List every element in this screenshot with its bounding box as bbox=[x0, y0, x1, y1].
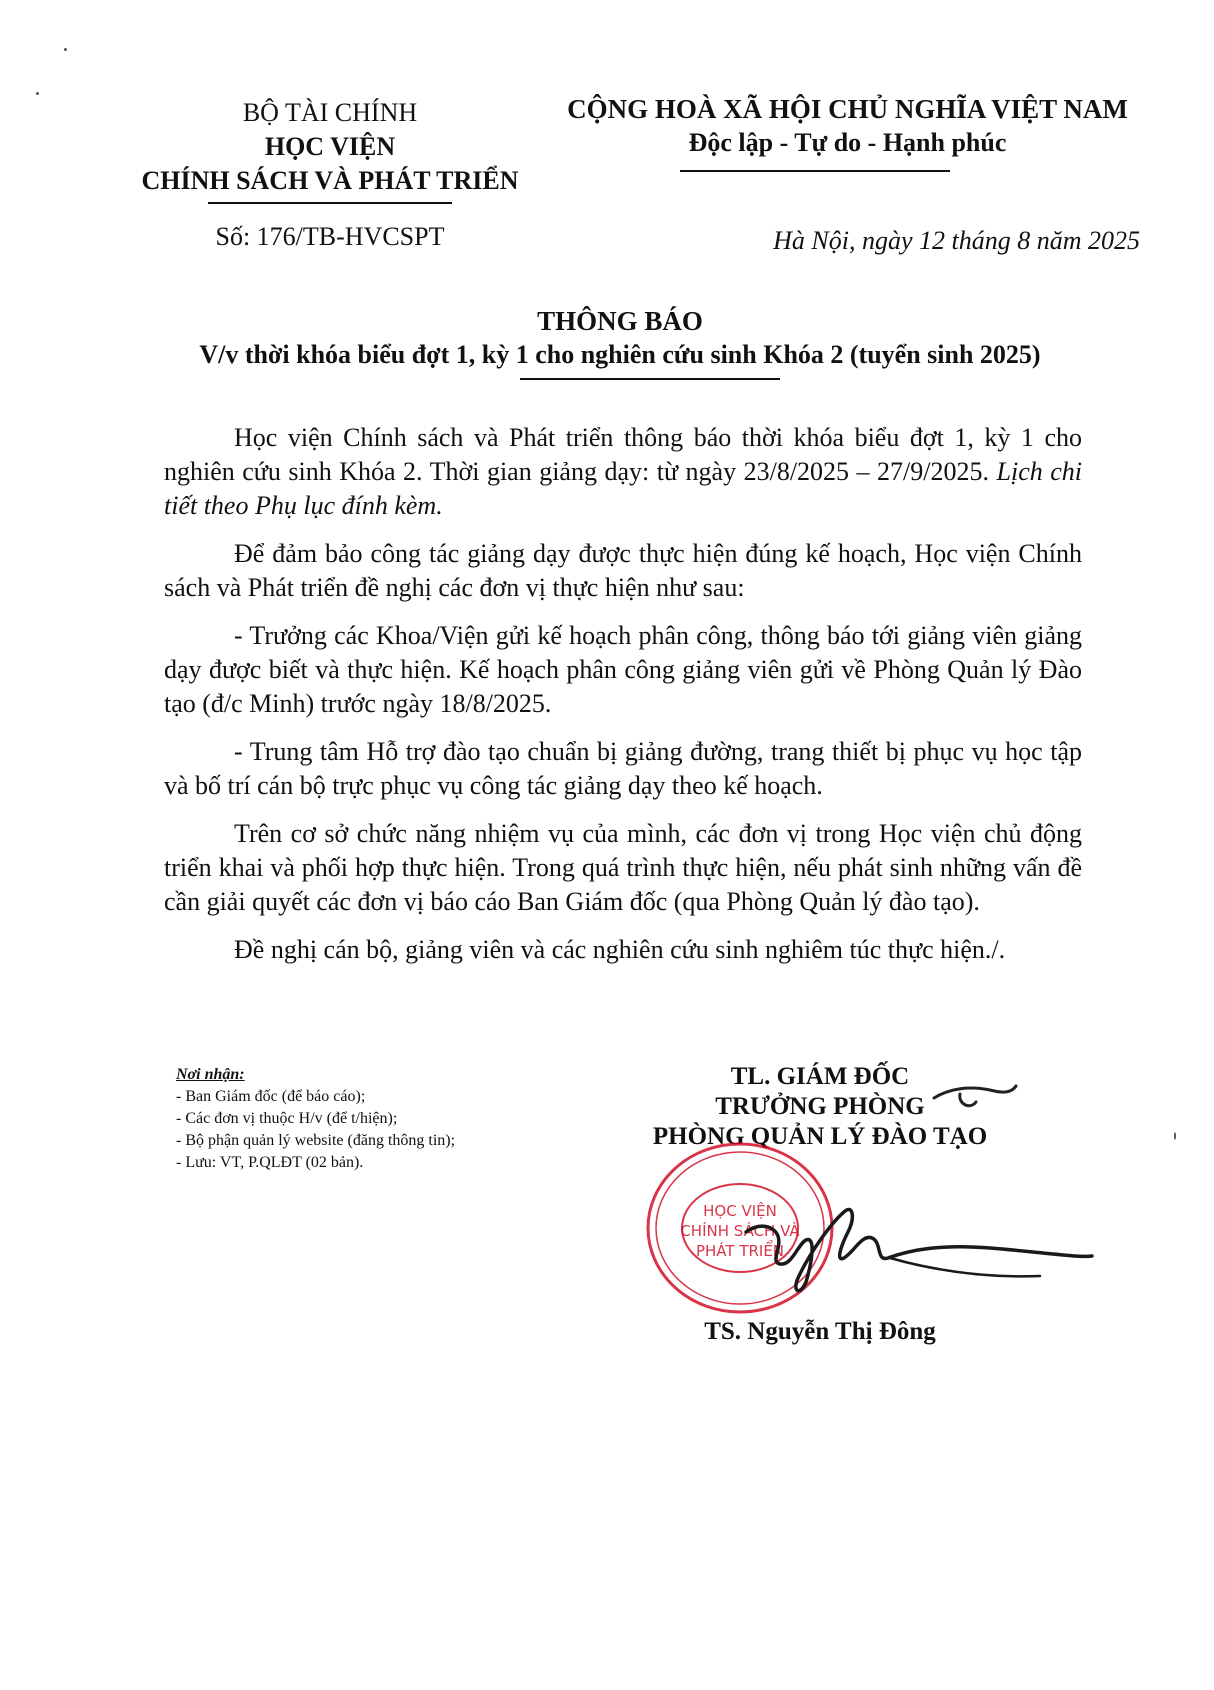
subject-underline bbox=[520, 378, 780, 380]
body-paragraph-4: - Trung tâm Hỗ trợ đào tạo chuẩn bị giảng đường, trang thiết bị phục vụ học tập và bố trí cán bộ trực phục vụ công tác giảng dạy theo kế hoạch. bbox=[164, 737, 1082, 800]
recipients-heading: Nơi nhận: bbox=[176, 1066, 245, 1083]
issuing-authority bbox=[110, 96, 550, 198]
ministry-name: BỘ TÀI CHÍNH bbox=[242, 98, 418, 127]
seal-text-line1: HỌC VIỆN bbox=[703, 1202, 777, 1220]
place-date: Hà Nội, ngày 12 tháng 8 năm 2025 bbox=[773, 226, 1140, 255]
recipient-item: - Bộ phận quản lý website (đăng thông tin); bbox=[176, 1132, 456, 1149]
body-paragraph-1-text: Học viện Chính sách và Phát triển thông báo thời khóa biểu đợt 1, kỳ 1 cho nghiên cứu sinh Khóa 2. Thời gian giảng dạy: từ ngày 23/8/2025 – 27/9/2025. bbox=[164, 423, 1082, 486]
signature-department-line: PHÒNG QUẢN LÝ ĐÀO TẠO bbox=[652, 1123, 988, 1150]
institution-name-line1: HỌC VIỆN bbox=[264, 132, 396, 161]
body-paragraph-6: Đề nghị cán bộ, giảng viên và các nghiên cứu sinh nghiêm túc thực hiện./. bbox=[234, 935, 1006, 964]
institution-name-line2: CHÍNH SÁCH VÀ PHÁT TRIỂN bbox=[141, 166, 519, 195]
handwritten-signature bbox=[740, 1192, 1100, 1302]
body-paragraph-1 bbox=[164, 421, 1082, 523]
initial-mark bbox=[930, 1080, 1020, 1116]
scan-speck bbox=[1174, 1132, 1176, 1140]
seal-text-line3: PHÁT TRIỂN bbox=[695, 1242, 785, 1260]
header-divider-left bbox=[208, 202, 452, 204]
document-subject: V/v thời khóa biểu đợt 1, kỳ 1 cho nghiên cứu sinh Khóa 2 (tuyển sinh 2025) bbox=[199, 340, 1041, 369]
recipient-item: - Ban Giám đốc (để báo cáo); bbox=[176, 1088, 366, 1105]
seal-text-line2: CHÍNH SÁCH VÀ bbox=[680, 1222, 800, 1240]
country-name: CỘNG HOÀ XÃ HỘI CHỦ NGHĨA VIỆT NAM bbox=[567, 94, 1128, 124]
scan-speck bbox=[36, 92, 39, 95]
appendix-note: Lịch chi tiết theo Phụ lục đính kèm. bbox=[164, 457, 1083, 520]
document-body bbox=[164, 421, 1082, 981]
national-title bbox=[545, 92, 1150, 160]
body-paragraph-5: Trên cơ sở chức năng nhiệm vụ của mình, các đơn vị trong Học viện chủ động triển khai và phối hợp thực hiện. Trong quá trình thực hiện, nếu phát sinh những vấn đề cần giải quyết các đơn vị báo cáo Ban Giám đốc (qua Phòng Quản lý đào tạo). bbox=[164, 819, 1082, 916]
signer-name: TS. Nguyễn Thị Đông bbox=[704, 1318, 936, 1345]
recipient-item: - Lưu: VT, P.QLĐT (02 bản). bbox=[176, 1154, 364, 1171]
national-motto: Độc lập - Tự do - Hạnh phúc bbox=[688, 128, 1007, 157]
recipients-list bbox=[176, 1064, 596, 1174]
signature-authority-line: TL. GIÁM ĐỐC bbox=[730, 1063, 910, 1090]
signature-position-line: TRƯỞNG PHÒNG bbox=[715, 1093, 925, 1120]
document-title: THÔNG BÁO bbox=[537, 306, 703, 336]
recipient-item: - Các đơn vị thuộc H/v (để t/hiện); bbox=[176, 1110, 398, 1127]
header-divider-right bbox=[680, 170, 950, 172]
body-paragraph-3: - Trưởng các Khoa/Viện gửi kế hoạch phân công, thông báo tới giảng viên giảng dạy được biết và thực hiện. Kế hoạch phân công giảng viên gửi về Phòng Quản lý Đào tạo (đ/c Minh) trước ngày 18/8/2025. bbox=[164, 621, 1082, 718]
scan-speck bbox=[64, 48, 67, 51]
document-number: Số: 176/TB-HVCSPT bbox=[215, 222, 445, 251]
body-paragraph-2: Để đảm bảo công tác giảng dạy được thực hiện đúng kế hoạch, Học viện Chính sách và Phát triển đề nghị các đơn vị thực hiện như sau: bbox=[164, 539, 1082, 602]
